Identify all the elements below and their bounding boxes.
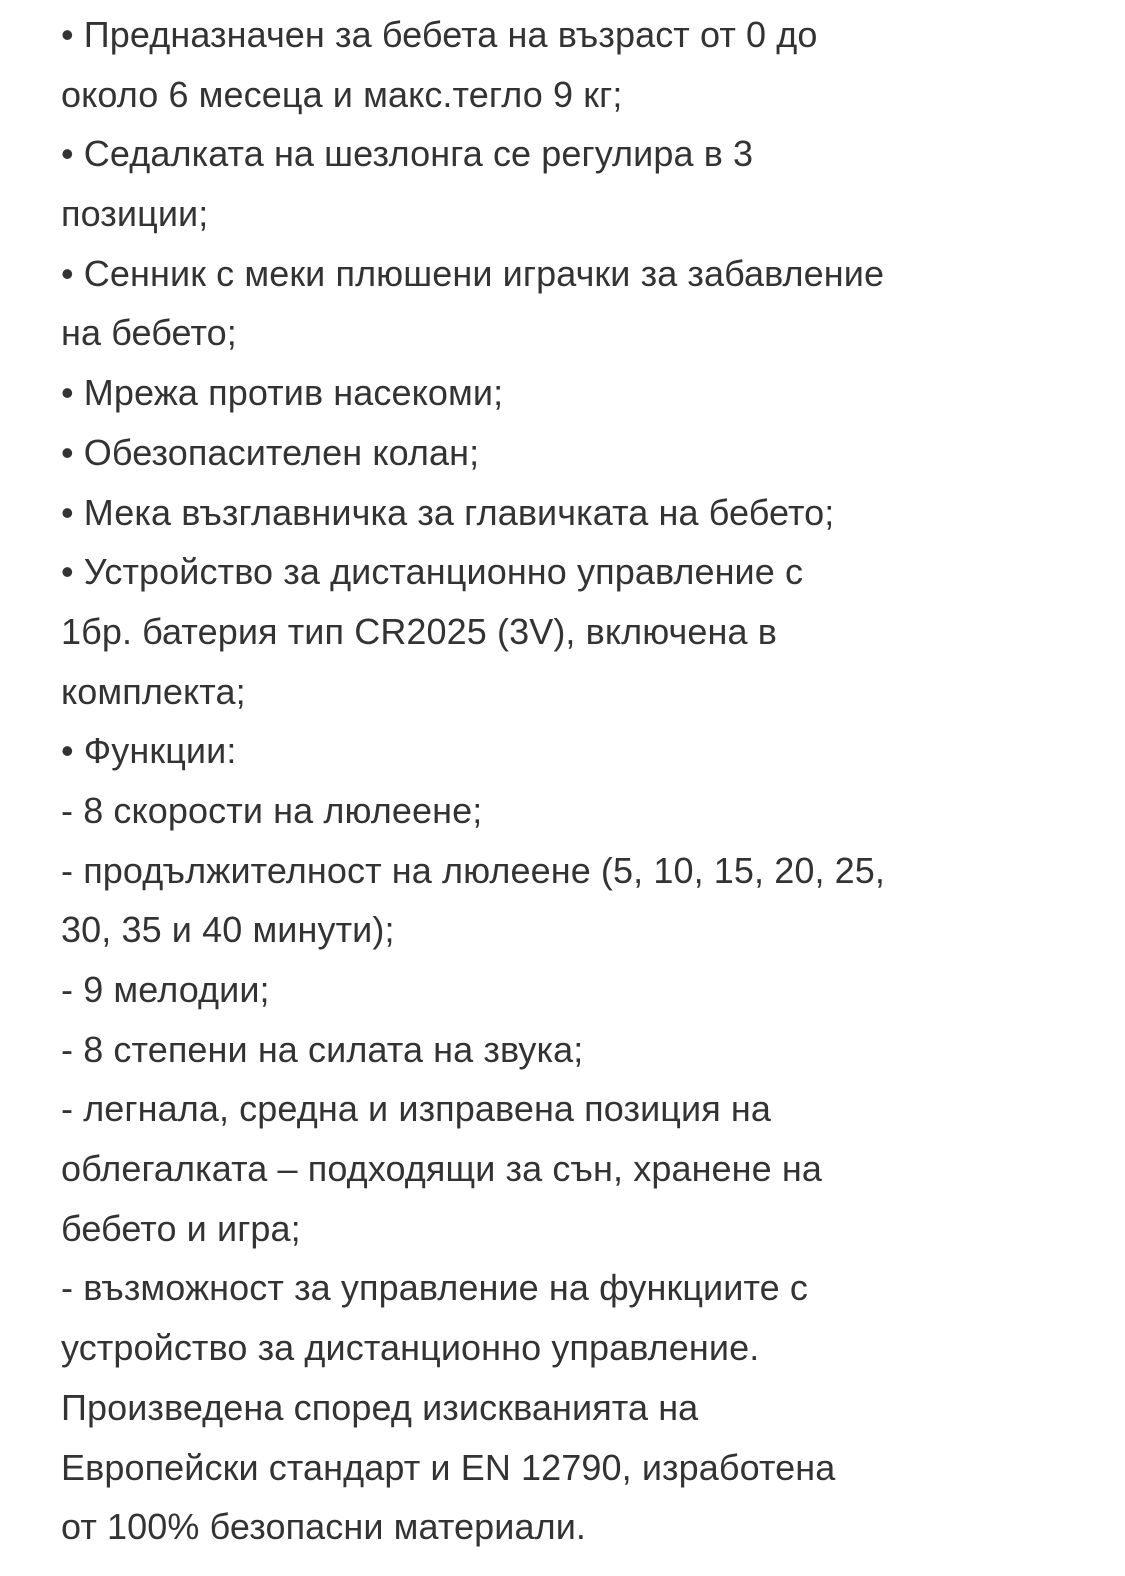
description-line: - 9 мелодии; <box>61 969 270 1010</box>
description-line: • Седалката на шезлонга се регулира в 3 <box>61 133 754 175</box>
description-line: от 100% безопасни материали. <box>61 1506 587 1548</box>
description-line: бебето и игра; <box>61 1207 301 1249</box>
description-line: • Устройство за дистанционно управление с <box>61 551 804 593</box>
description-line: 1бр. батерия тип CR2025 (3V), включена в <box>61 610 777 652</box>
description-line: 30, 35 и 40 минути); <box>61 909 395 951</box>
description-line: - 8 степени на силата на звука; <box>61 1028 584 1070</box>
description-line: - 8 скорости на люлеене; <box>61 789 483 831</box>
description-line: на бебето; <box>61 312 237 354</box>
description-line: • Сенник с меки плюшени играчки за забавление <box>61 252 885 294</box>
description-line: • Предназначен за бебета на възраст от 0 до <box>61 14 818 55</box>
description-line: около 6 месеца и макс.тегло 9 кг; <box>61 73 623 115</box>
description-line: • Мрежа против насекоми; <box>61 372 504 414</box>
description-line: - легнала, средна и изправена позиция на <box>61 1088 772 1130</box>
description-line: • Мека възглавничка за главичката на бебето; <box>61 491 835 533</box>
description-line: облегалката – подходящи за сън, хранене на <box>61 1148 822 1190</box>
description-line: Европейски стандарт и EN 12790, изработена <box>61 1446 836 1488</box>
description-line: позиции; <box>61 193 209 235</box>
description-line: • Обезопасителен колан; <box>61 431 480 473</box>
description-line: комплекта; <box>61 670 246 712</box>
description-line: Произведена според изискванията на <box>61 1386 699 1428</box>
description-line: - продължителност на люлеене (5, 10, 15, 20, 25, <box>61 849 886 891</box>
product-description <box>61 5 1071 1557</box>
description-line: - възможност за управление на функциите с <box>61 1267 808 1309</box>
description-line: • Функции: <box>61 730 237 772</box>
description-line: устройство за дистанционно управление. <box>61 1327 760 1369</box>
